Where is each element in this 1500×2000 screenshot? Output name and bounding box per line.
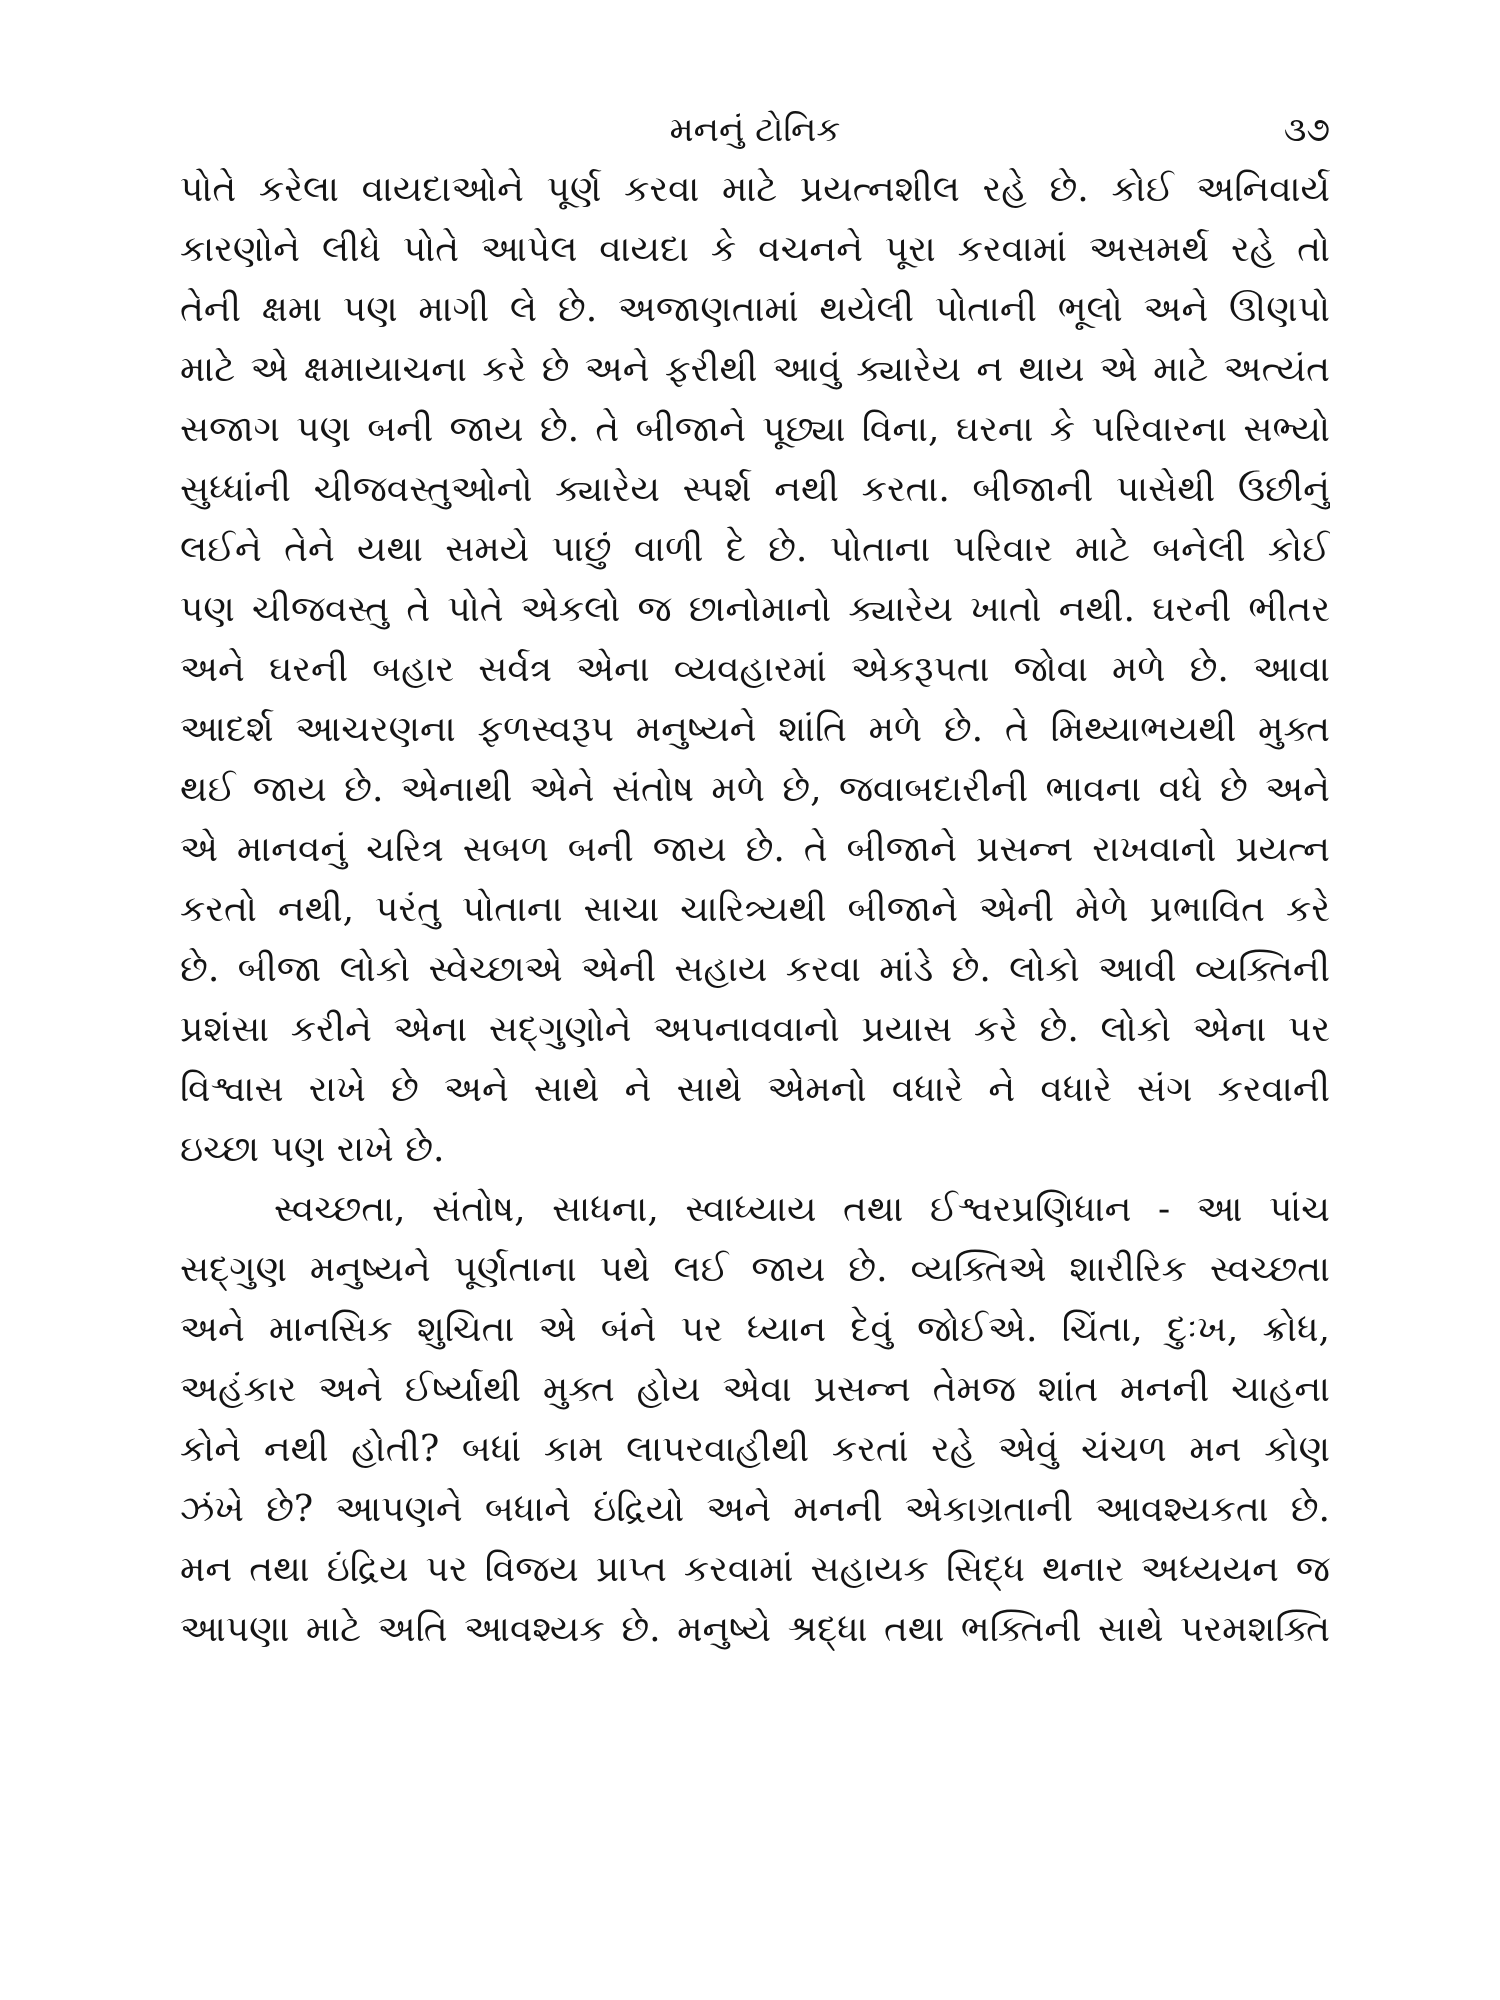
text-line: સજાગ પણ બની જાય છે. તે બીજાને પૂછ્યા વિના, ઘરના કે પરિવારના સભ્યો	[180, 409, 1330, 450]
page-number: ૩૭	[1283, 110, 1330, 150]
text-line: ઝંખે છે? આપણને બધાને ઇંદ્રિયો અને મનની એકાગ્રતાની આવશ્યકતા છે.	[180, 1489, 1330, 1530]
text-line: માટે એ ક્ષમાયાચના કરે છે અને ફરીથી આવું ક્યારેય ન થાય એ માટે અત્યંત	[180, 349, 1330, 390]
text-line: પોતે કરેલા વાયદાઓને પૂર્ણ કરવા માટે પ્રયત્નશીલ રહે છે. કોઈ અનિવાર્ય	[180, 169, 1330, 210]
text-line: આપણા માટે અતિ આવશ્યક છે. મનુષ્યે શ્રદ્ધા તથા ભક્તિની સાથે પરમશક્તિ	[180, 1609, 1330, 1650]
running-title: મનનું ટોનિક	[669, 110, 841, 150]
text-line: છે. બીજા લોકો સ્વેચ્છાએ એની સહાય કરવા માંડે છે. લોકો આવી વ્યક્તિની	[180, 949, 1330, 990]
body-text	[180, 160, 1330, 1660]
text-line: સ્વચ્છતા, સંતોષ, સાધના, સ્વાધ્યાય તથા ઈશ્વરપ્રણિધાન - આ પાંચ	[274, 1189, 1330, 1230]
text-line: અહંકાર અને ઈર્ષ્યાથી મુક્ત હોય એવા પ્રસન્ન તેમજ શાંત મનની ચાહના	[180, 1369, 1330, 1410]
text-line: અને ઘરની બહાર સર્વત્ર એના વ્યવહારમાં એકરૂપતા જોવા મળે છે. આવા	[180, 649, 1330, 690]
text-line: કોને નથી હોતી? બધાં કામ લાપરવાહીથી કરતાં રહે એવું ચંચળ મન કોણ	[180, 1429, 1330, 1470]
text-line: અને માનસિક શુચિતા એ બંને પર ધ્યાન દેવું જોઈએ. ચિંતા, દુઃખ, ક્રોધ,	[180, 1309, 1330, 1350]
text-line: સુધ્ધાંની ચીજવસ્તુઓનો ક્યારેય સ્પર્શ નથી કરતા. બીજાની પાસેથી ઉછીનું	[180, 469, 1330, 510]
paragraph-2	[180, 1180, 1330, 1660]
text-line: સદ્ગુણ મનુષ્યને પૂર્ણતાના પથે લઈ જાય છે. વ્યક્તિએ શારીરિક સ્વચ્છતા	[180, 1249, 1330, 1290]
paragraph-1	[180, 160, 1330, 1180]
running-header	[180, 100, 1330, 160]
text-line: કારણોને લીધે પોતે આપેલ વાયદા કે વચનને પૂરા કરવામાં અસમર્થ રહે તો	[180, 229, 1330, 270]
text-line: થઈ જાય છે. એનાથી એને સંતોષ મળે છે, જવાબદારીની ભાવના વધે છે અને	[180, 769, 1330, 810]
text-line: ઇચ્છા પણ રાખે છે.	[180, 1129, 445, 1170]
text-line: એ માનવનું ચરિત્ર સબળ બની જાય છે. તે બીજાને પ્રસન્ન રાખવાનો પ્રયત્ન	[180, 829, 1330, 870]
text-line: પ્રશંસા કરીને એના સદ્ગુણોને અપનાવવાનો પ્રયાસ કરે છે. લોકો એના પર	[180, 1009, 1330, 1050]
text-line: લઈને તેને યથા સમયે પાછું વાળી દે છે. પોતાના પરિવાર માટે બનેલી કોઈ	[180, 529, 1330, 570]
text-line: વિશ્વાસ રાખે છે અને સાથે ને સાથે એમનો વધારે ને વધારે સંગ કરવાની	[180, 1069, 1330, 1110]
text-line: તેની ક્ષમા પણ માગી લે છે. અજાણતામાં થયેલી પોતાની ભૂલો અને ઊણપો	[180, 289, 1330, 330]
text-line: મન તથા ઇંદ્રિય પર વિજય પ્રાપ્ત કરવામાં સહાયક સિદ્ધ થનાર અધ્યયન જ	[180, 1549, 1330, 1590]
text-line: આદર્શ આચરણના ફળસ્વરૂપ મનુષ્યને શાંતિ મળે છે. તે મિથ્યાભયથી મુક્ત	[180, 709, 1330, 750]
text-line: કરતો નથી, પરંતુ પોતાના સાચા ચારિત્ર્યથી બીજાને એની મેળે પ્રભાવિત કરે	[180, 889, 1330, 930]
text-line: પણ ચીજવસ્તુ તે પોતે એકલો જ છાનોમાનો ક્યારેય ખાતો નથી. ઘરની ભીતર	[180, 589, 1330, 630]
